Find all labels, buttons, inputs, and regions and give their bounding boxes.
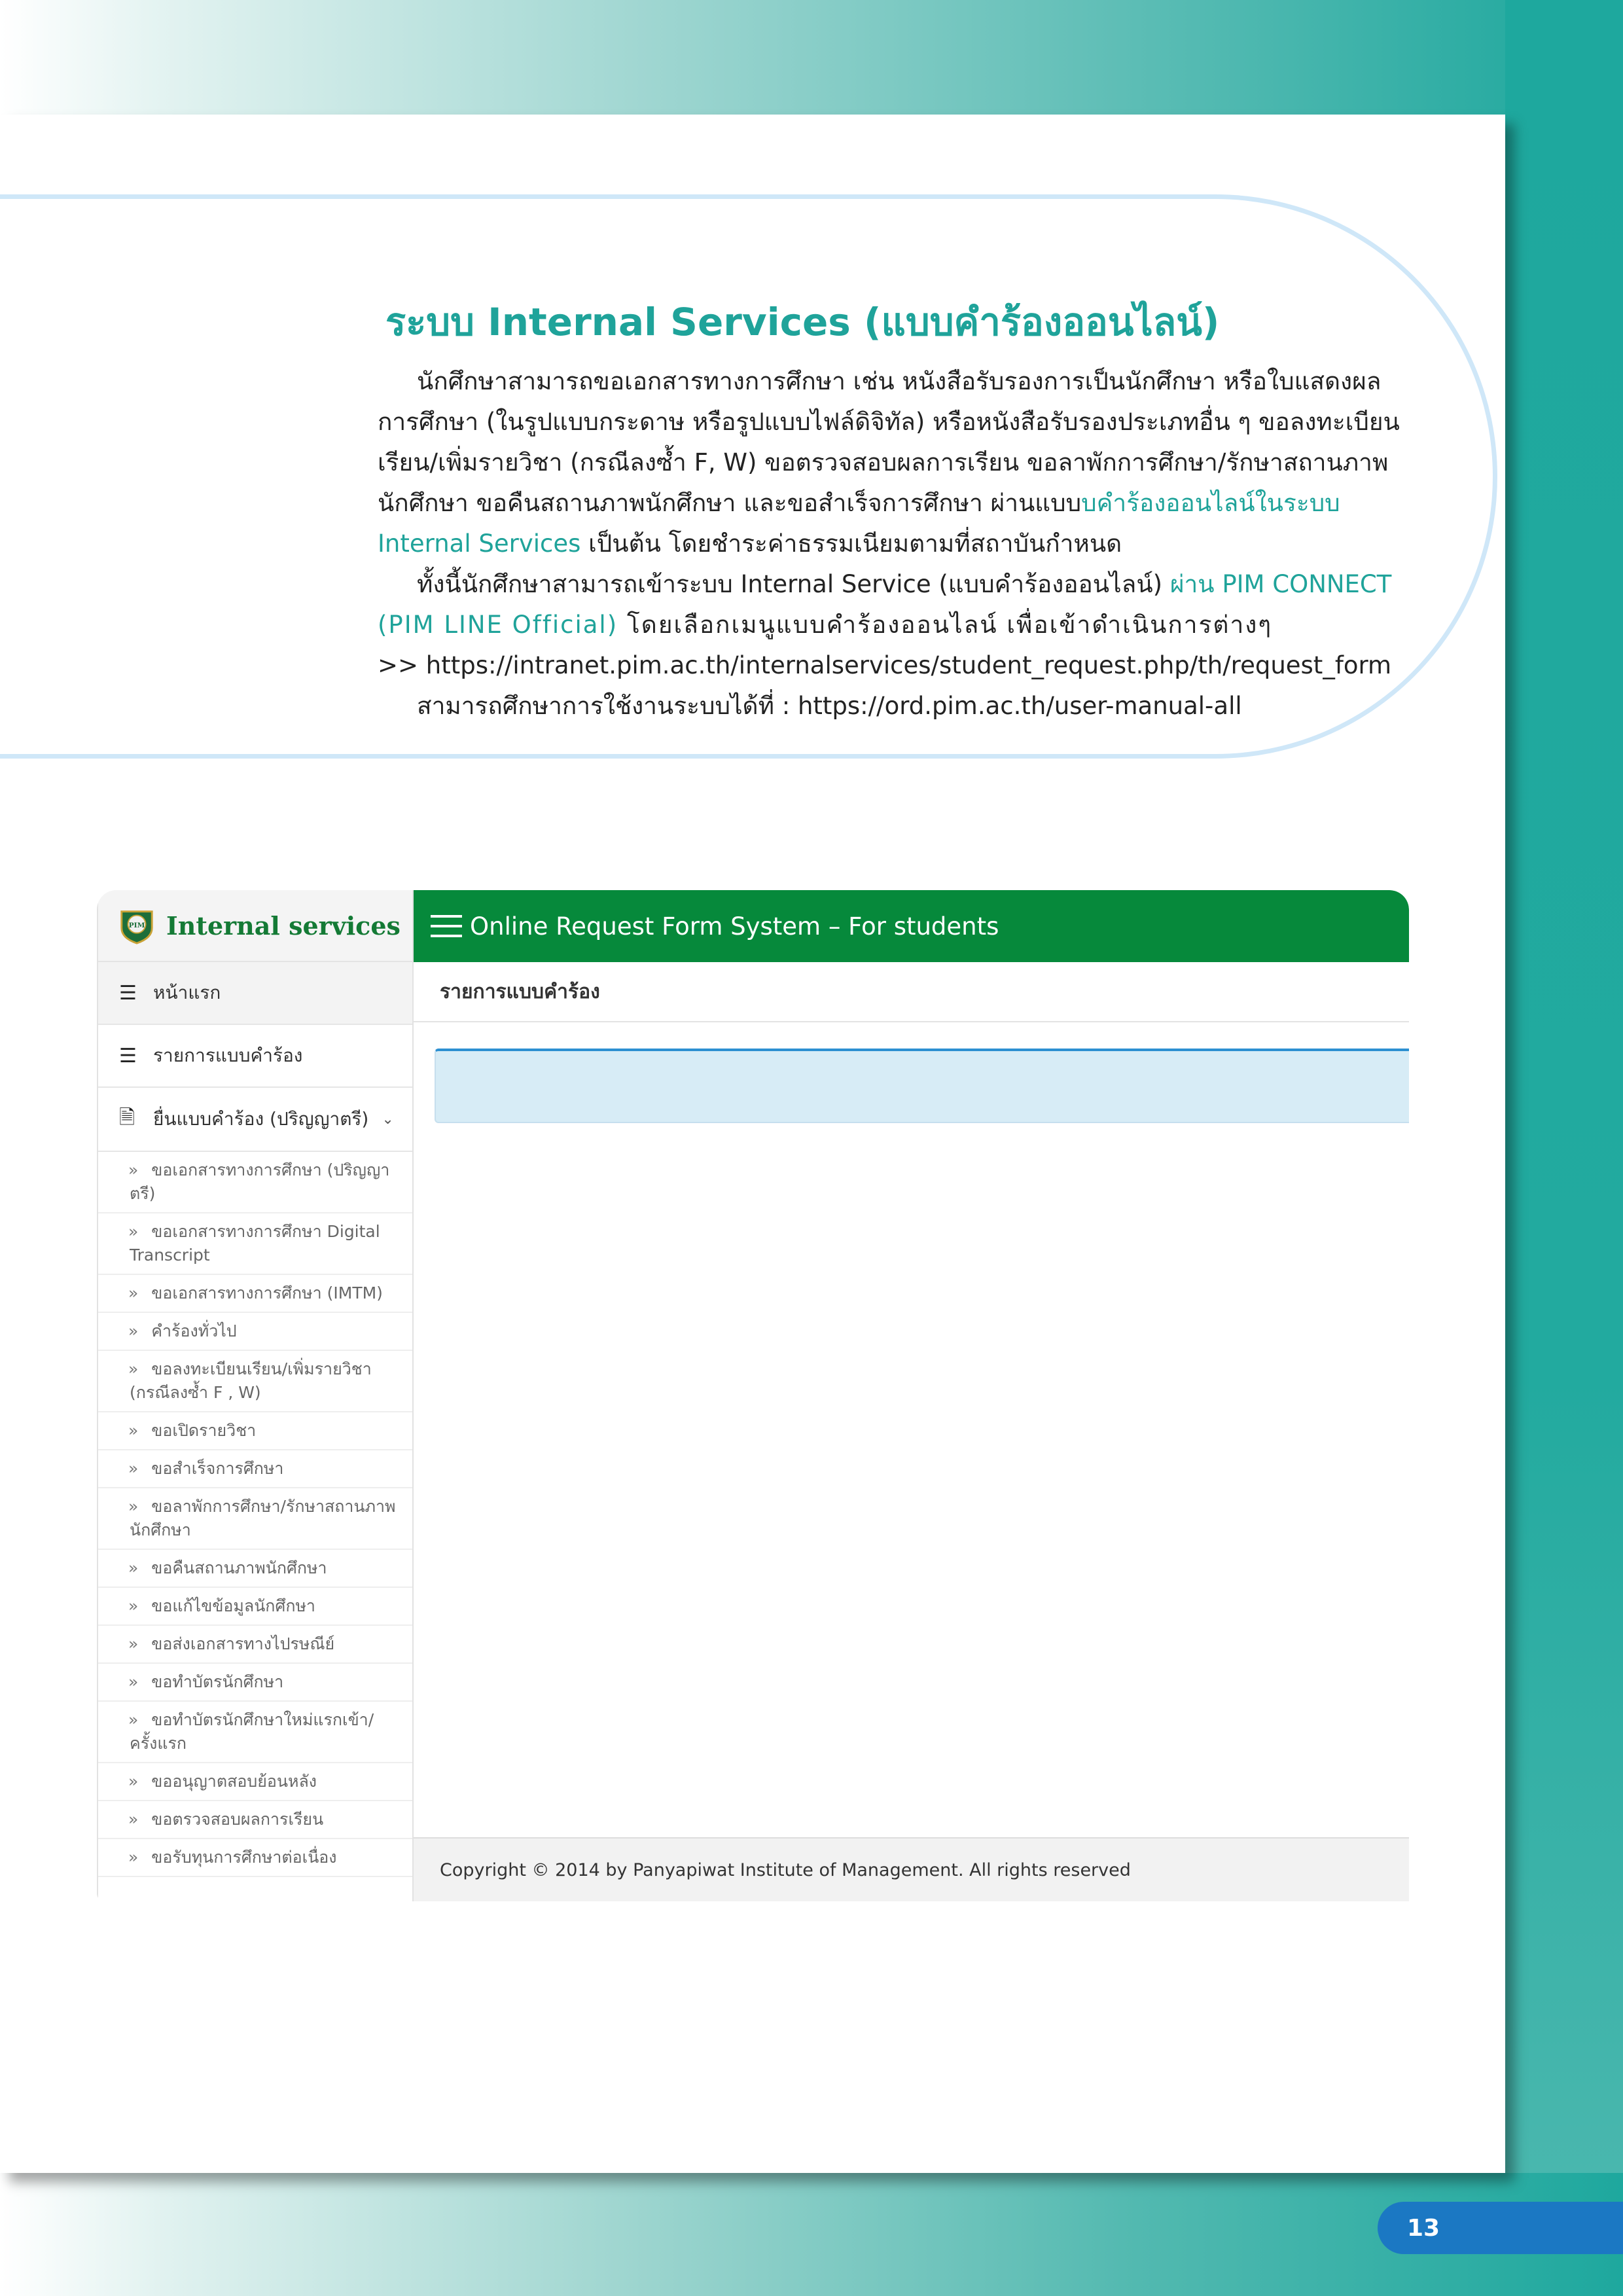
double-chevron-icon: »	[128, 1421, 139, 1440]
app-footer: Copyright © 2014 by Panyapiwat Institute of Management. All rights reserved	[414, 1837, 1409, 1901]
sidebar-item-request-list[interactable]	[98, 1025, 412, 1088]
request-form-url[interactable]: >> https://intranet.pim.ac.th/internalservices/student_request.php/th/request_form	[378, 651, 1392, 679]
para2-line2-text: โดยเลือกเมนูแบบคำร้องออนไลน์ เพื่อเข้าดำเนินการต่างๆ	[618, 611, 1273, 639]
sidebar-item-label: รายการแบบคำร้อง	[153, 1045, 303, 1066]
para2-line-2	[378, 605, 1366, 645]
double-chevron-icon: »	[128, 1222, 139, 1241]
double-chevron-icon: »	[128, 1710, 139, 1729]
submenu-item[interactable]: » ขออนุญาตสอบย้อนหลัง	[98, 1763, 412, 1801]
submenu-item[interactable]: » ขอรับทุนการศึกษาต่อเนื่อง	[98, 1839, 412, 1877]
para2-line1-highlight: ผ่าน PIM CONNECT	[1169, 570, 1392, 598]
para2-line-1	[378, 564, 1392, 605]
para2-line1-text: ทั้งนี้นักศึกษาสามารถเข้าระบบ Internal Service (แบบคำร้องออนไลน์)	[417, 570, 1170, 598]
document-icon: 🗎	[119, 1105, 135, 1129]
double-chevron-icon: »	[128, 1283, 139, 1302]
right-teal-band	[1505, 0, 1623, 2296]
submenu-item[interactable]: » ขอเอกสารทางการศึกษา Digital Transcript	[98, 1213, 412, 1275]
submenu-item[interactable]: » ขอทำบัตรนักศึกษาใหม่แรกเข้า/ครั้งแรก	[98, 1702, 412, 1763]
submenu-item[interactable]: » ขอแก้ไขข้อมูลนักศึกษา	[98, 1588, 412, 1626]
para1-line-5	[378, 524, 1366, 564]
double-chevron-icon: »	[128, 1772, 139, 1791]
sidebar	[97, 890, 414, 1901]
intro-text-block	[378, 291, 1400, 726]
double-chevron-icon: »	[128, 1160, 139, 1179]
app-screenshot	[97, 890, 1409, 1901]
double-chevron-icon: »	[128, 1810, 139, 1829]
sidebar-item-home[interactable]	[98, 962, 412, 1025]
hamburger-menu-icon[interactable]	[431, 915, 462, 937]
list-icon: ☰	[119, 981, 137, 1005]
user-manual-line[interactable]: สามารถศึกษาการใช้งานระบบได้ที่ : https://ord.pim.ac.th/user-manual-all	[417, 692, 1242, 720]
double-chevron-icon: »	[128, 1558, 139, 1577]
pim-logo-icon	[118, 906, 156, 944]
top-navbar	[414, 890, 1409, 962]
paragraph-2	[378, 564, 1392, 726]
double-chevron-icon: »	[128, 1459, 139, 1478]
para2-line2-highlight: (PIM LINE Official)	[378, 611, 618, 639]
double-chevron-icon: »	[128, 1672, 139, 1691]
double-chevron-icon: »	[128, 1497, 139, 1516]
content-title: รายการแบบคำร้อง	[414, 962, 1409, 1022]
para1-line-2: การศึกษา (ในรูปแบบกระดาษ หรือรูปแบบไฟล์ดิจิทัล) หรือหนังสือรับรองประเภทอื่น ๆ ขอลงทะเบียน	[378, 408, 1400, 436]
navbar-title: Online Request Form System – For students	[470, 912, 999, 941]
para1-line4-text: นักศึกษา ขอคืนสถานภาพนักศึกษา และขอสำเร็จการศึกษา ผ่านแบบ	[378, 489, 1082, 517]
submenu-item[interactable]: » คำร้องทั่วไป	[98, 1313, 412, 1351]
para1-line-3: เรียน/เพิ่มรายวิชา (กรณีลงซ้ำ F, W) ขอตรวจสอบผลการเรียน ขอลาพักการศึกษา/รักษาสถานภาพ	[378, 448, 1389, 476]
section-heading: ระบบ Internal Services (แบบคำร้องออนไลน์)	[385, 300, 1220, 344]
submenu-item[interactable]: » ขอทำบัตรนักศึกษา	[98, 1664, 412, 1702]
sidebar-brand[interactable]	[98, 890, 412, 962]
sidebar-item-label: ยื่นแบบคำร้อง (ปริญญาตรี)	[153, 1108, 369, 1130]
double-chevron-icon: »	[128, 1848, 139, 1867]
submenu-item[interactable]: » ขอตรวจสอบผลการเรียน	[98, 1801, 412, 1839]
submenu-item[interactable]: » ขอส่งเอกสารทางไปรษณีย์	[98, 1626, 412, 1664]
info-alert-box	[435, 1049, 1409, 1123]
brand-title: Internal services	[166, 910, 401, 941]
para1-line-4	[378, 483, 1366, 524]
para1-line-1: นักศึกษาสามารถขอเอกสารทางการศึกษา เช่น หนังสือรับรองการเป็นนักศึกษา หรือใบแสดงผล	[417, 367, 1382, 395]
submenu	[98, 1152, 412, 1877]
list-icon: ☰	[119, 1044, 137, 1067]
top-gradient-band	[0, 0, 1623, 115]
submenu-item[interactable]: » ขอคืนสถานภาพนักศึกษา	[98, 1550, 412, 1588]
double-chevron-icon: »	[128, 1359, 139, 1378]
paragraph-1	[378, 361, 1400, 564]
para1-line5-text: เป็นต้น โดยชำระค่าธรรมเนียมตามที่สถาบันกำหนด	[580, 529, 1122, 558]
submenu-item[interactable]: » ขอเอกสารทางการศึกษา (IMTM)	[98, 1275, 412, 1313]
double-chevron-icon: »	[128, 1634, 139, 1653]
para1-line4-highlight: บคำร้องออนไลน์ในระบบ	[1081, 489, 1340, 517]
sidebar-item-submit-request[interactable]	[98, 1088, 412, 1152]
submenu-item[interactable]: » ขอเปิดรายวิชา	[98, 1412, 412, 1450]
para1-line5-highlight: Internal Services	[378, 529, 581, 558]
submenu-item[interactable]: » ขอเอกสารทางการศึกษา (ปริญญาตรี)	[98, 1152, 412, 1213]
logo-lettering: PIM	[128, 920, 145, 929]
sidebar-item-label: หน้าแรก	[153, 982, 221, 1003]
chevron-down-icon: ⌄	[382, 1111, 394, 1128]
double-chevron-icon: »	[128, 1596, 139, 1615]
submenu-item[interactable]: » ขอลงทะเบียนเรียน/เพิ่มรายวิชา (กรณีลงซ้ำ F , W)	[98, 1351, 412, 1412]
submenu-item[interactable]: » ขอสำเร็จการศึกษา	[98, 1450, 412, 1488]
page-number-badge: 13	[1378, 2202, 1623, 2254]
double-chevron-icon: »	[128, 1321, 139, 1340]
submenu-item[interactable]: » ขอลาพักการศึกษา/รักษาสถานภาพนักศึกษา	[98, 1488, 412, 1550]
